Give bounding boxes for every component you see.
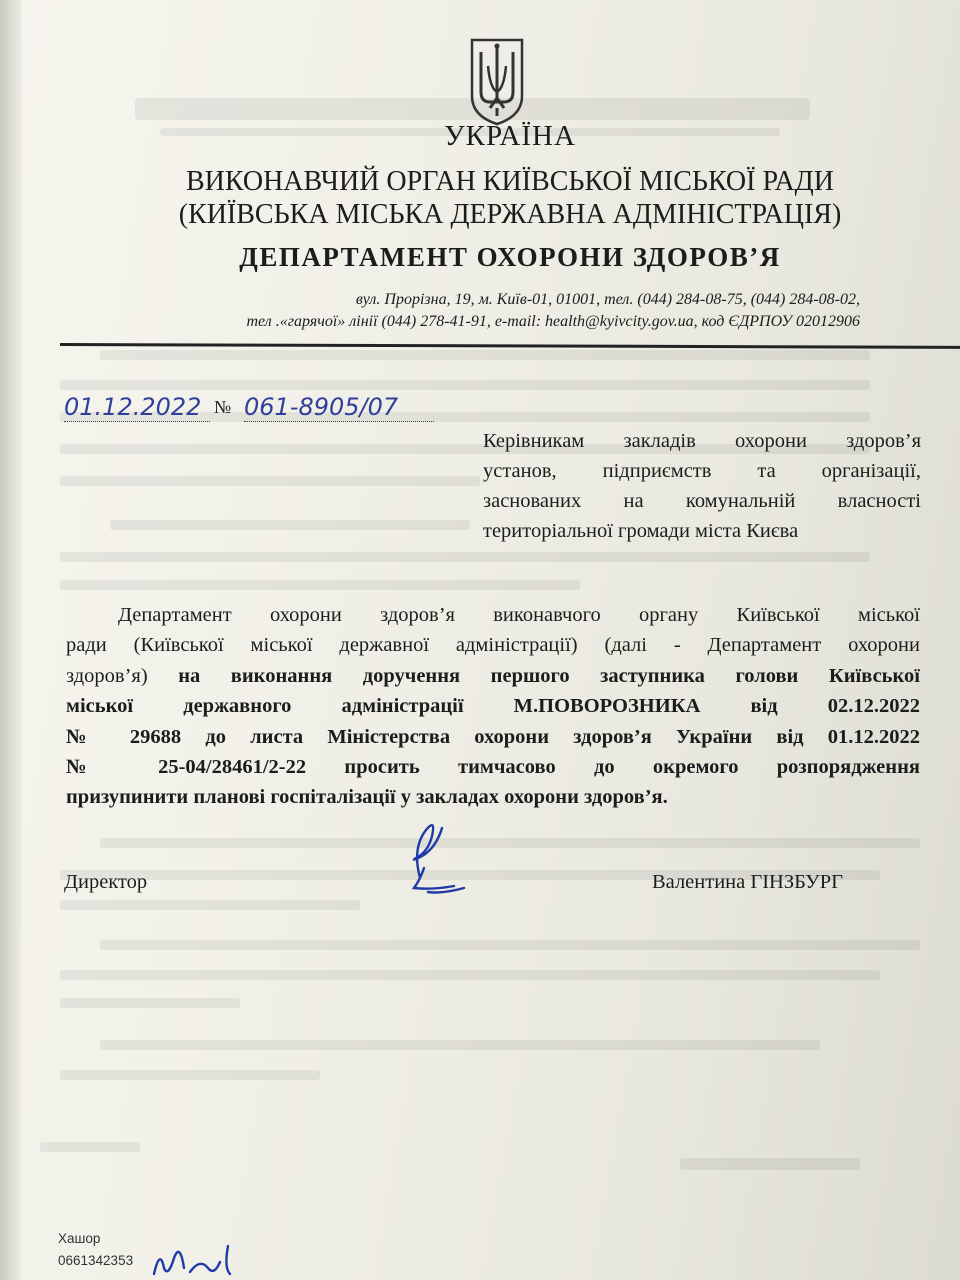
body-line bbox=[66, 600, 920, 630]
addressee-line: установ, підприємств та організації, bbox=[483, 460, 921, 482]
addressee-line: Керівникам закладів охорони здоров’я bbox=[483, 430, 921, 452]
executor-phone: 0661342353 bbox=[58, 1253, 134, 1268]
body-text-bold: № 25-04/28461/2-22 просить тимчасово до окремого розпорядження bbox=[66, 756, 920, 779]
letter-body bbox=[66, 600, 920, 813]
body-line bbox=[66, 630, 920, 660]
header-org-line2: (КИЇВСЬКА МІСЬКА ДЕРЖАВНА АДМІНІСТРАЦІЯ) bbox=[178, 199, 842, 230]
body-text-bold: призупинити планові госпіталізації у закладах охорони здоров’я. bbox=[66, 786, 668, 809]
header-country: УКРАЇНА bbox=[444, 120, 576, 152]
registration-number: 061-8905/07 bbox=[244, 393, 434, 422]
addressee-line: заснованих на комунальній власності bbox=[483, 490, 921, 512]
header-contacts-line1: вул. Прорізна, 19, м. Київ-01, 01001, тел. (044) 284-08-75, (044) 284-08-02, bbox=[355, 291, 860, 308]
executor-name: Хашор bbox=[58, 1231, 101, 1246]
body-text: Департамент охорони здоров’я виконавчого органу Київської міської bbox=[118, 604, 920, 626]
body-text: ради (Київської міської державної адміністрації) (далі - Департамент охорони bbox=[66, 634, 920, 657]
handwritten-signature bbox=[392, 808, 472, 908]
body-text-bold: № 29688 до листа Міністерства охорони здоров’я України від 01.12.2022 bbox=[66, 725, 920, 748]
body-line bbox=[66, 661, 920, 691]
coat-of-arms-icon bbox=[468, 36, 526, 126]
registration-date: 01.12.2022 bbox=[64, 393, 210, 422]
addressee-block bbox=[483, 426, 921, 546]
signer-name: Валентина ГІНЗБУРГ bbox=[652, 871, 843, 893]
handwritten-initials bbox=[150, 1238, 250, 1280]
header-department: ДЕПАРТАМЕНТ ОХОРОНИ ЗДОРОВ’Я bbox=[239, 242, 781, 272]
executor-block bbox=[58, 1228, 133, 1272]
signer-role: Директор bbox=[64, 871, 148, 893]
body-line bbox=[66, 722, 920, 752]
body-text: здоров’я) bbox=[66, 664, 179, 687]
body-line bbox=[66, 752, 920, 782]
addressee-line: територіальної громади міста Києва bbox=[483, 520, 799, 542]
body-text-bold: на виконання доручення першого заступника голови Київської bbox=[178, 664, 920, 687]
registration-number-sign: № bbox=[214, 397, 232, 417]
body-line bbox=[66, 782, 920, 812]
header-org-line1: ВИКОНАВЧИЙ ОРГАН КИЇВСЬКОЇ МІСЬКОЇ РАДИ bbox=[185, 166, 835, 197]
body-line bbox=[66, 691, 920, 721]
body-text-bold: міської державного адміністрації М.ПОВОРОЗНИКА від 02.12.2022 bbox=[66, 695, 920, 718]
header-contacts-line2: тел .«гарячої» лінії (044) 278-41-91, e-mail: health@kyivcity.gov.ua, код ЄДРПОУ 02012906 bbox=[246, 313, 860, 330]
